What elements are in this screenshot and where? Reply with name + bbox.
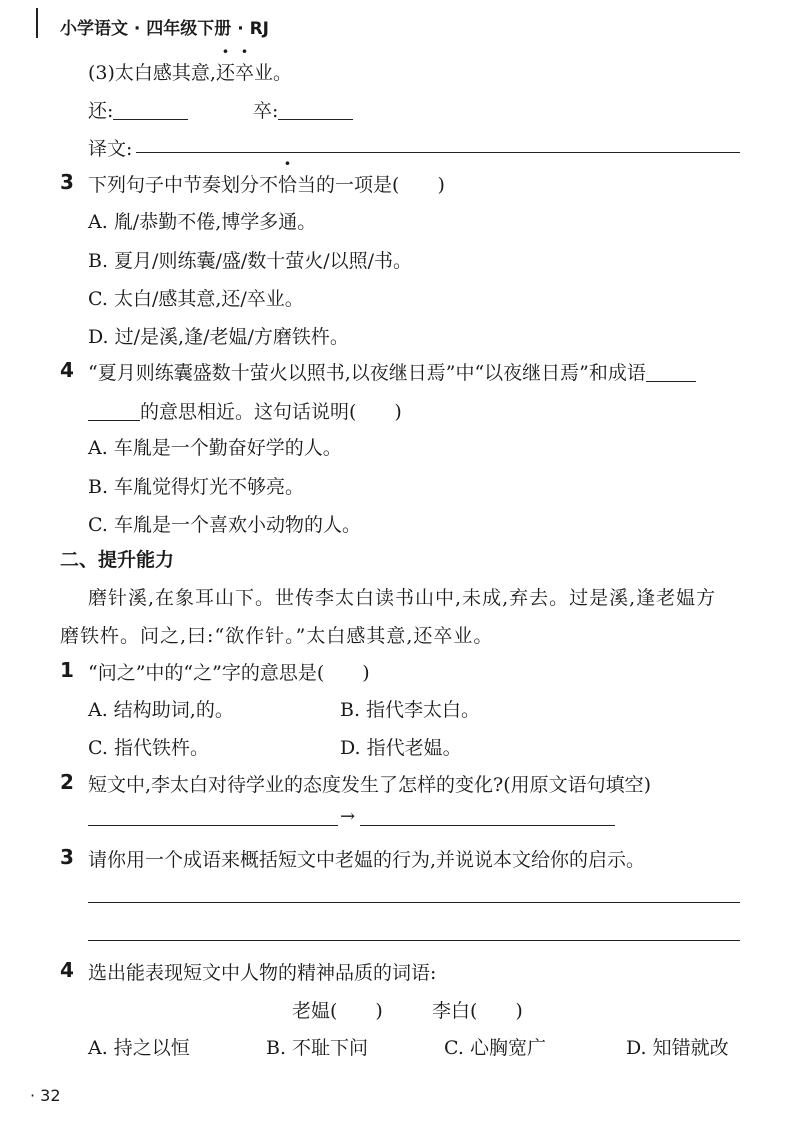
section-title: 二、提升能力: [60, 549, 175, 571]
item3-line: (3)太白感其意,还卒业。: [88, 58, 292, 85]
p2-q1-option-b[interactable]: B. 指代李太白。: [340, 699, 481, 721]
answer-line-2[interactable]: [88, 940, 740, 941]
translation-blank[interactable]: [136, 152, 740, 153]
zu-answer: 卒:: [253, 96, 353, 123]
question-number: 1: [60, 658, 74, 682]
question-number: 3: [60, 845, 74, 869]
q4-option-c[interactable]: C. 车胤是一个喜欢小动物的人。: [88, 514, 361, 536]
translation-label: 译文:: [88, 138, 133, 160]
q3-option-b[interactable]: B. 夏月/则练囊/盛/数十萤火/以照/书。: [88, 250, 413, 272]
q4-stem-line1: “夏月则练囊盛数十萤火以照书,以夜继日焉”中“以夜继日焉”和成语: [88, 358, 696, 385]
page-number: · 32: [30, 1086, 61, 1105]
q4-stem-line2: 的意思相近。这句话说明( ): [88, 397, 402, 424]
emphasis-char-huan: 还: [215, 62, 235, 84]
q3-option-c[interactable]: C. 太白/感其意,还/卒业。: [88, 288, 304, 310]
attitude-after-blank[interactable]: [360, 825, 615, 826]
q4-option-b[interactable]: B. 车胤觉得灯光不够亮。: [88, 476, 305, 498]
huan-blank[interactable]: [113, 101, 188, 120]
question-number: 3: [60, 170, 74, 194]
emphasis-text: 不恰当: [259, 174, 317, 196]
corner-mark: [36, 8, 38, 38]
p2-q2-stem: 短文中,李太白对待学业的态度发生了怎样的变化?(用原文语句填空): [88, 774, 652, 796]
passage-line-2: 磨铁杵。问之,曰:“欲作针。”太白感其意,还卒业。: [60, 625, 494, 647]
idiom-blank-2[interactable]: [88, 402, 140, 421]
libai-fill[interactable]: 李白( ): [432, 1000, 523, 1022]
arrow-icon: →: [340, 806, 356, 827]
answer-line-1[interactable]: [88, 902, 740, 903]
question-number: 4: [60, 358, 74, 382]
q3-option-a[interactable]: A. 胤/恭勤不倦,博学多通。: [88, 211, 317, 233]
attitude-before-blank[interactable]: [88, 825, 338, 826]
p2-q1-option-d[interactable]: D. 指代老媪。: [340, 737, 462, 759]
p2-q3-stem: 请你用一个成语来概括短文中老媪的行为,并说说本文给你的启示。: [88, 849, 646, 871]
passage-line-1: 磨针溪,在象耳山下。世传李太白读书山中,未成,弃去。过是溪,逢老媪方: [88, 587, 717, 609]
idiom-blank-1[interactable]: [646, 363, 696, 382]
p2-q4-option-c[interactable]: C. 心胸宽广: [444, 1037, 546, 1059]
question-number: 4: [60, 958, 74, 982]
q3-stem: 下列句子中节奏划分不恰当的一项是( ): [88, 170, 445, 197]
huan-answer: 还:: [88, 96, 188, 123]
p2-q1-stem: “问之”中的“之”字的意思是( ): [88, 662, 370, 684]
q4-option-a[interactable]: A. 车胤是一个勤奋好学的人。: [88, 437, 342, 459]
p2-q4-stem: 选出能表现短文中人物的精神品质的词语:: [88, 962, 437, 984]
p2-q4-option-a[interactable]: A. 持之以恒: [88, 1037, 190, 1059]
zu-blank[interactable]: [278, 101, 353, 120]
p2-q1-option-c[interactable]: C. 指代铁杵。: [88, 737, 209, 759]
page-header: 小学语文 · 四年级下册 · RJ: [60, 19, 270, 39]
p2-q4-option-b[interactable]: B. 不耻下问: [266, 1037, 369, 1059]
p2-q4-option-d[interactable]: D. 知错就改: [626, 1037, 729, 1059]
q3-option-d[interactable]: D. 过/是溪,逢/老媪/方磨铁杵。: [88, 326, 349, 348]
emphasis-char-zu: 卒: [234, 62, 254, 84]
question-number: 2: [60, 770, 74, 794]
laoyu-fill[interactable]: 老媪( ): [292, 1000, 383, 1022]
p2-q1-option-a[interactable]: A. 结构助词,的。: [88, 699, 234, 721]
